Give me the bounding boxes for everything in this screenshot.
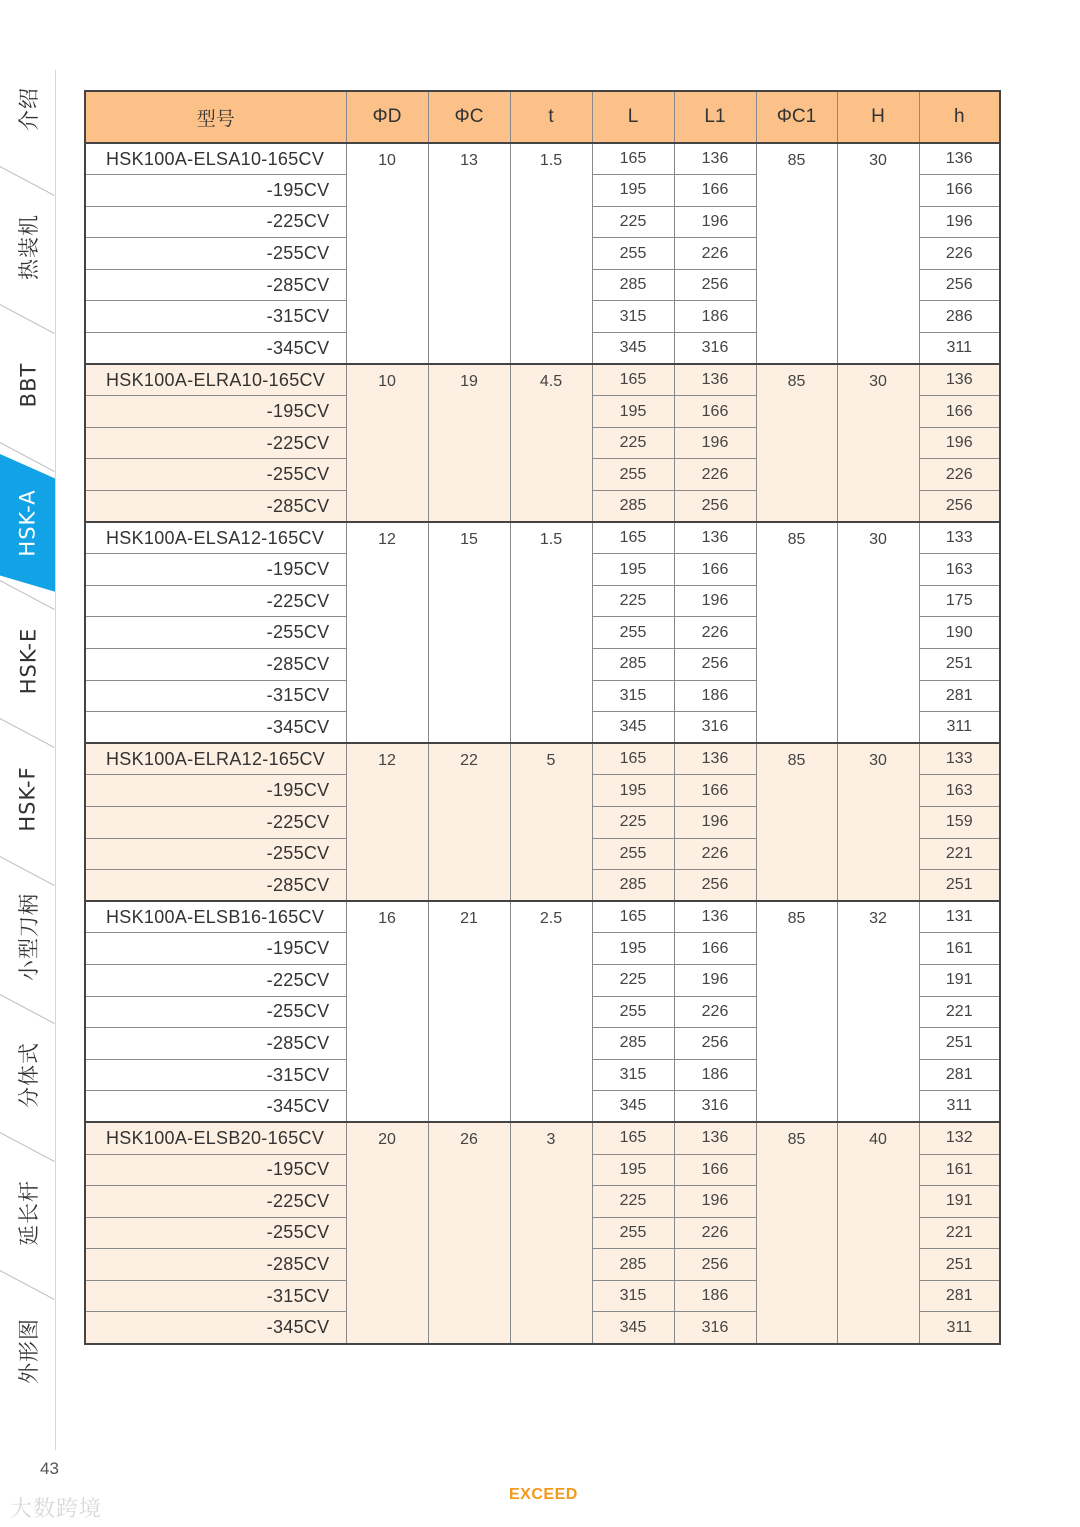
side-tab[interactable] xyxy=(0,316,56,454)
cell-h: 311 xyxy=(919,1312,1000,1344)
cell-h: 191 xyxy=(919,1186,1000,1218)
column-header: L xyxy=(592,91,674,143)
side-divider xyxy=(55,70,56,1450)
cell-h-upper: 30 xyxy=(837,143,919,364)
table-row xyxy=(85,901,1000,933)
model-cell: -345CV xyxy=(266,716,330,737)
model-group xyxy=(85,364,1000,522)
cell-l1: 226 xyxy=(674,459,756,491)
cell-h: 251 xyxy=(919,649,1000,681)
cell-l1: 166 xyxy=(674,775,756,807)
cell-l1: 316 xyxy=(674,1091,756,1123)
cell-l1: 256 xyxy=(674,491,756,523)
cell-t: 1.5 xyxy=(510,522,592,743)
cell-l1: 136 xyxy=(674,364,756,396)
model-cell: -195CV xyxy=(85,554,346,586)
cell-l1: 316 xyxy=(674,712,756,744)
column-header: ΦC1 xyxy=(756,91,837,143)
side-tab-divider xyxy=(0,1132,56,1133)
side-tab-divider xyxy=(0,994,56,995)
side-tab[interactable] xyxy=(0,1006,56,1144)
column-header: ΦC xyxy=(428,91,510,143)
cell-l: 315 xyxy=(592,1059,674,1091)
cell-l: 255 xyxy=(592,996,674,1028)
side-tab-label: HSK-A xyxy=(16,489,41,557)
cell-h-upper: 32 xyxy=(837,901,919,1122)
cell-phi-c: 19 xyxy=(428,364,510,522)
cell-t: 2.5 xyxy=(510,901,592,1122)
cell-phi-c: 22 xyxy=(428,743,510,901)
cell-h: 221 xyxy=(919,838,1000,870)
model-group xyxy=(85,522,1000,743)
cell-h-upper: 30 xyxy=(837,364,919,522)
cell-l: 195 xyxy=(592,1154,674,1186)
side-tab-label: 外形图 xyxy=(17,1318,41,1384)
model-cell: -255CV xyxy=(85,1217,346,1249)
cell-l1: 226 xyxy=(674,617,756,649)
cell-l: 225 xyxy=(592,1186,674,1218)
cell-l1: 166 xyxy=(674,933,756,965)
cell-t: 3 xyxy=(510,1122,592,1343)
cell-h: 136 xyxy=(919,143,1000,175)
side-tab-label: 热装机 xyxy=(17,214,41,280)
side-nav xyxy=(0,40,56,1440)
cell-l1: 316 xyxy=(674,333,756,365)
cell-l: 225 xyxy=(592,964,674,996)
cell-l: 255 xyxy=(592,838,674,870)
side-tab-divider xyxy=(0,580,56,581)
cell-h: 226 xyxy=(919,238,1000,270)
side-tab-label: 介绍 xyxy=(17,87,41,131)
side-tab[interactable] xyxy=(0,40,56,178)
side-tab-divider xyxy=(0,856,56,857)
cell-phi-c1: 85 xyxy=(756,364,837,522)
cell-h: 251 xyxy=(919,1028,1000,1060)
model-cell: HSK100A-ELSA12-165CV xyxy=(85,522,346,554)
cell-phi-c1: 85 xyxy=(756,1122,837,1343)
cell-l: 195 xyxy=(592,775,674,807)
cell-h: 311 xyxy=(919,712,1000,744)
side-tab[interactable] xyxy=(0,454,56,592)
cell-l: 195 xyxy=(592,175,674,207)
cell-l: 255 xyxy=(592,459,674,491)
model-cell: -315CV xyxy=(85,301,346,333)
table-row xyxy=(85,364,1000,396)
cell-l1: 196 xyxy=(674,427,756,459)
cell-l: 345 xyxy=(592,1312,674,1344)
cell-h: 251 xyxy=(919,1249,1000,1281)
cell-l1: 186 xyxy=(674,680,756,712)
cell-t: 1.5 xyxy=(510,143,592,364)
model-cell: -225CV xyxy=(85,1186,346,1218)
model-cell: -285CV xyxy=(85,1249,346,1281)
model-cell: HSK100A-ELSB20-165CV xyxy=(85,1122,346,1154)
cell-h-upper: 30 xyxy=(837,522,919,743)
cell-h: 196 xyxy=(919,206,1000,238)
cell-l1: 226 xyxy=(674,996,756,1028)
cell-l: 255 xyxy=(592,1217,674,1249)
cell-l: 165 xyxy=(592,143,674,175)
model-cell: -195CV xyxy=(85,775,346,807)
cell-l: 165 xyxy=(592,901,674,933)
watermark: 大数跨境 xyxy=(10,1497,103,1522)
side-tab-label: 小型刀柄 xyxy=(17,893,41,981)
cell-h: 133 xyxy=(919,522,1000,554)
cell-h: 175 xyxy=(919,585,1000,617)
cell-l: 225 xyxy=(592,585,674,617)
cell-l: 165 xyxy=(592,1122,674,1154)
cell-l1: 196 xyxy=(674,1186,756,1218)
cell-l1: 256 xyxy=(674,269,756,301)
table-header-row xyxy=(85,91,1000,143)
cell-phi-d: 16 xyxy=(346,901,428,1122)
cell-h: 256 xyxy=(919,491,1000,523)
cell-h: 190 xyxy=(919,617,1000,649)
side-tab-label: BBT xyxy=(16,362,40,408)
model-cell: -285CV xyxy=(85,1028,346,1060)
model-cell: -285CV xyxy=(85,491,346,523)
cell-h: 159 xyxy=(919,806,1000,838)
column-header: ΦD xyxy=(346,91,428,143)
cell-l1: 316 xyxy=(674,1312,756,1344)
cell-l: 285 xyxy=(592,1249,674,1281)
cell-l: 315 xyxy=(592,301,674,333)
brand-logo: EXCEED xyxy=(509,1486,578,1503)
cell-l: 285 xyxy=(592,649,674,681)
model-cell: -195CV xyxy=(85,396,346,428)
cell-h-upper: 30 xyxy=(837,743,919,901)
cell-h: 281 xyxy=(919,680,1000,712)
cell-l: 315 xyxy=(592,1280,674,1312)
cell-l: 285 xyxy=(592,269,674,301)
column-header: t xyxy=(510,91,592,143)
model-group xyxy=(85,143,1000,364)
side-tab[interactable] xyxy=(0,1282,56,1420)
cell-l1: 166 xyxy=(674,175,756,207)
model-cell: HSK100A-ELRA10-165CV xyxy=(85,364,346,396)
cell-h: 161 xyxy=(919,1154,1000,1186)
cell-phi-c1: 85 xyxy=(756,901,837,1122)
model-group xyxy=(85,901,1000,1122)
cell-h: 161 xyxy=(919,933,1000,965)
cell-h: 311 xyxy=(919,333,1000,365)
model-cell: HSK100A-ELSA10-165CV xyxy=(85,143,346,175)
table-row xyxy=(85,522,1000,554)
table-row xyxy=(85,743,1000,775)
cell-h: 132 xyxy=(919,1122,1000,1154)
cell-l1: 196 xyxy=(674,585,756,617)
cell-l: 345 xyxy=(592,1091,674,1123)
cell-l: 195 xyxy=(592,933,674,965)
model-cell: -315CV xyxy=(85,1280,346,1312)
cell-l1: 136 xyxy=(674,901,756,933)
model-cell: -225CV xyxy=(85,964,346,996)
cell-h: 131 xyxy=(919,901,1000,933)
model-cell: -285CV xyxy=(85,269,346,301)
cell-l1: 196 xyxy=(674,964,756,996)
cell-phi-d: 10 xyxy=(346,143,428,364)
cell-l1: 136 xyxy=(674,743,756,775)
cell-l: 195 xyxy=(592,396,674,428)
model-group xyxy=(85,1122,1000,1343)
cell-l1: 226 xyxy=(674,1217,756,1249)
cell-h: 166 xyxy=(919,396,1000,428)
side-tab-divider xyxy=(0,304,56,305)
column-header: 型号 xyxy=(85,91,346,143)
cell-l: 285 xyxy=(592,491,674,523)
side-tab[interactable] xyxy=(0,592,56,730)
model-cell: -225CV xyxy=(85,806,346,838)
cell-l: 165 xyxy=(592,522,674,554)
cell-l: 255 xyxy=(592,238,674,270)
cell-h: 136 xyxy=(919,364,1000,396)
cell-h: 163 xyxy=(919,554,1000,586)
model-cell: -225CV xyxy=(85,206,346,238)
cell-l1: 256 xyxy=(674,1028,756,1060)
cell-l1: 196 xyxy=(674,206,756,238)
cell-l1: 226 xyxy=(674,238,756,270)
column-header: L1 xyxy=(674,91,756,143)
cell-phi-d: 12 xyxy=(346,743,428,901)
cell-l1: 186 xyxy=(674,301,756,333)
model-cell: -255CV xyxy=(85,996,346,1028)
cell-l: 285 xyxy=(592,1028,674,1060)
cell-l1: 186 xyxy=(674,1280,756,1312)
cell-phi-c: 15 xyxy=(428,522,510,743)
cell-h: 256 xyxy=(919,269,1000,301)
cell-phi-c1: 85 xyxy=(756,143,837,364)
side-tab-label: HSK-E xyxy=(16,627,41,695)
side-tab-divider xyxy=(0,1270,56,1271)
side-tab-label: HSK-F xyxy=(16,766,41,832)
model-cell: HSK100A-ELRA12-165CV xyxy=(85,743,346,775)
model-cell: -285CV xyxy=(85,870,346,902)
model-cell: HSK100A-ELSB16-165CV xyxy=(85,901,346,933)
cell-l1: 256 xyxy=(674,649,756,681)
cell-h: 311 xyxy=(919,1091,1000,1123)
cell-l1: 186 xyxy=(674,1059,756,1091)
cell-h: 221 xyxy=(919,996,1000,1028)
side-tab[interactable] xyxy=(0,868,56,1006)
cell-l: 225 xyxy=(592,427,674,459)
cell-h: 221 xyxy=(919,1217,1000,1249)
model-cell: -285CV xyxy=(85,649,346,681)
model-cell: -195CV xyxy=(85,1154,346,1186)
cell-l: 225 xyxy=(592,806,674,838)
model-cell: -225CV xyxy=(85,427,346,459)
cell-l: 315 xyxy=(592,680,674,712)
side-tab[interactable] xyxy=(0,178,56,316)
cell-l: 255 xyxy=(592,617,674,649)
cell-t: 5 xyxy=(510,743,592,901)
column-header: h xyxy=(919,91,1000,143)
cell-l: 195 xyxy=(592,554,674,586)
model-cell: -195CV xyxy=(85,175,346,207)
cell-h: 163 xyxy=(919,775,1000,807)
side-tab[interactable] xyxy=(0,1144,56,1282)
cell-l1: 256 xyxy=(674,870,756,902)
cell-l: 225 xyxy=(592,206,674,238)
model-cell: -345CV xyxy=(85,1312,346,1344)
spec-table xyxy=(84,90,1001,1345)
side-tab-label: 分体式 xyxy=(17,1042,41,1108)
model-group xyxy=(85,743,1000,901)
cell-l1: 166 xyxy=(674,1154,756,1186)
table-row xyxy=(85,143,1000,175)
model-cell: -225CV xyxy=(85,585,346,617)
cell-h: 196 xyxy=(919,427,1000,459)
cell-h: 286 xyxy=(919,301,1000,333)
side-tab[interactable] xyxy=(0,730,56,868)
column-header: H xyxy=(837,91,919,143)
cell-l1: 136 xyxy=(674,143,756,175)
cell-phi-d: 20 xyxy=(346,1122,428,1343)
cell-h: 166 xyxy=(919,175,1000,207)
cell-h: 281 xyxy=(919,1059,1000,1091)
cell-h: 281 xyxy=(919,1280,1000,1312)
cell-l1: 196 xyxy=(674,806,756,838)
table-row xyxy=(85,1122,1000,1154)
cell-l: 345 xyxy=(592,712,674,744)
side-tab-label: 延长杆 xyxy=(17,1180,41,1246)
cell-h-upper: 40 xyxy=(837,1122,919,1343)
cell-l1: 226 xyxy=(674,838,756,870)
cell-phi-c: 21 xyxy=(428,901,510,1122)
side-tab-divider xyxy=(0,166,56,167)
model-cell: -345CV xyxy=(266,1095,330,1116)
cell-t: 4.5 xyxy=(510,364,592,522)
cell-l1: 256 xyxy=(674,1249,756,1281)
model-cell: -345CV xyxy=(266,337,330,358)
model-cell: -255CV xyxy=(85,617,346,649)
cell-l: 285 xyxy=(592,870,674,902)
cell-h: 133 xyxy=(919,743,1000,775)
cell-l1: 166 xyxy=(674,554,756,586)
cell-l: 165 xyxy=(592,743,674,775)
cell-phi-c: 13 xyxy=(428,143,510,364)
side-tab-divider xyxy=(0,442,56,443)
cell-l1: 136 xyxy=(674,522,756,554)
cell-l: 165 xyxy=(592,364,674,396)
cell-h: 226 xyxy=(919,459,1000,491)
cell-phi-d: 10 xyxy=(346,364,428,522)
model-cell: -315CV xyxy=(85,680,346,712)
cell-l: 345 xyxy=(592,333,674,365)
page-number: 43 xyxy=(40,1459,59,1478)
model-cell: -255CV xyxy=(85,459,346,491)
side-tab-divider xyxy=(0,718,56,719)
cell-phi-c1: 85 xyxy=(756,743,837,901)
cell-h: 251 xyxy=(919,870,1000,902)
model-cell: -195CV xyxy=(85,933,346,965)
cell-phi-c1: 85 xyxy=(756,522,837,743)
cell-l1: 166 xyxy=(674,396,756,428)
cell-phi-c: 26 xyxy=(428,1122,510,1343)
cell-h: 191 xyxy=(919,964,1000,996)
model-cell: -315CV xyxy=(85,1059,346,1091)
model-cell: -255CV xyxy=(85,238,346,270)
cell-l1: 136 xyxy=(674,1122,756,1154)
cell-phi-d: 12 xyxy=(346,522,428,743)
model-cell: -255CV xyxy=(85,838,346,870)
